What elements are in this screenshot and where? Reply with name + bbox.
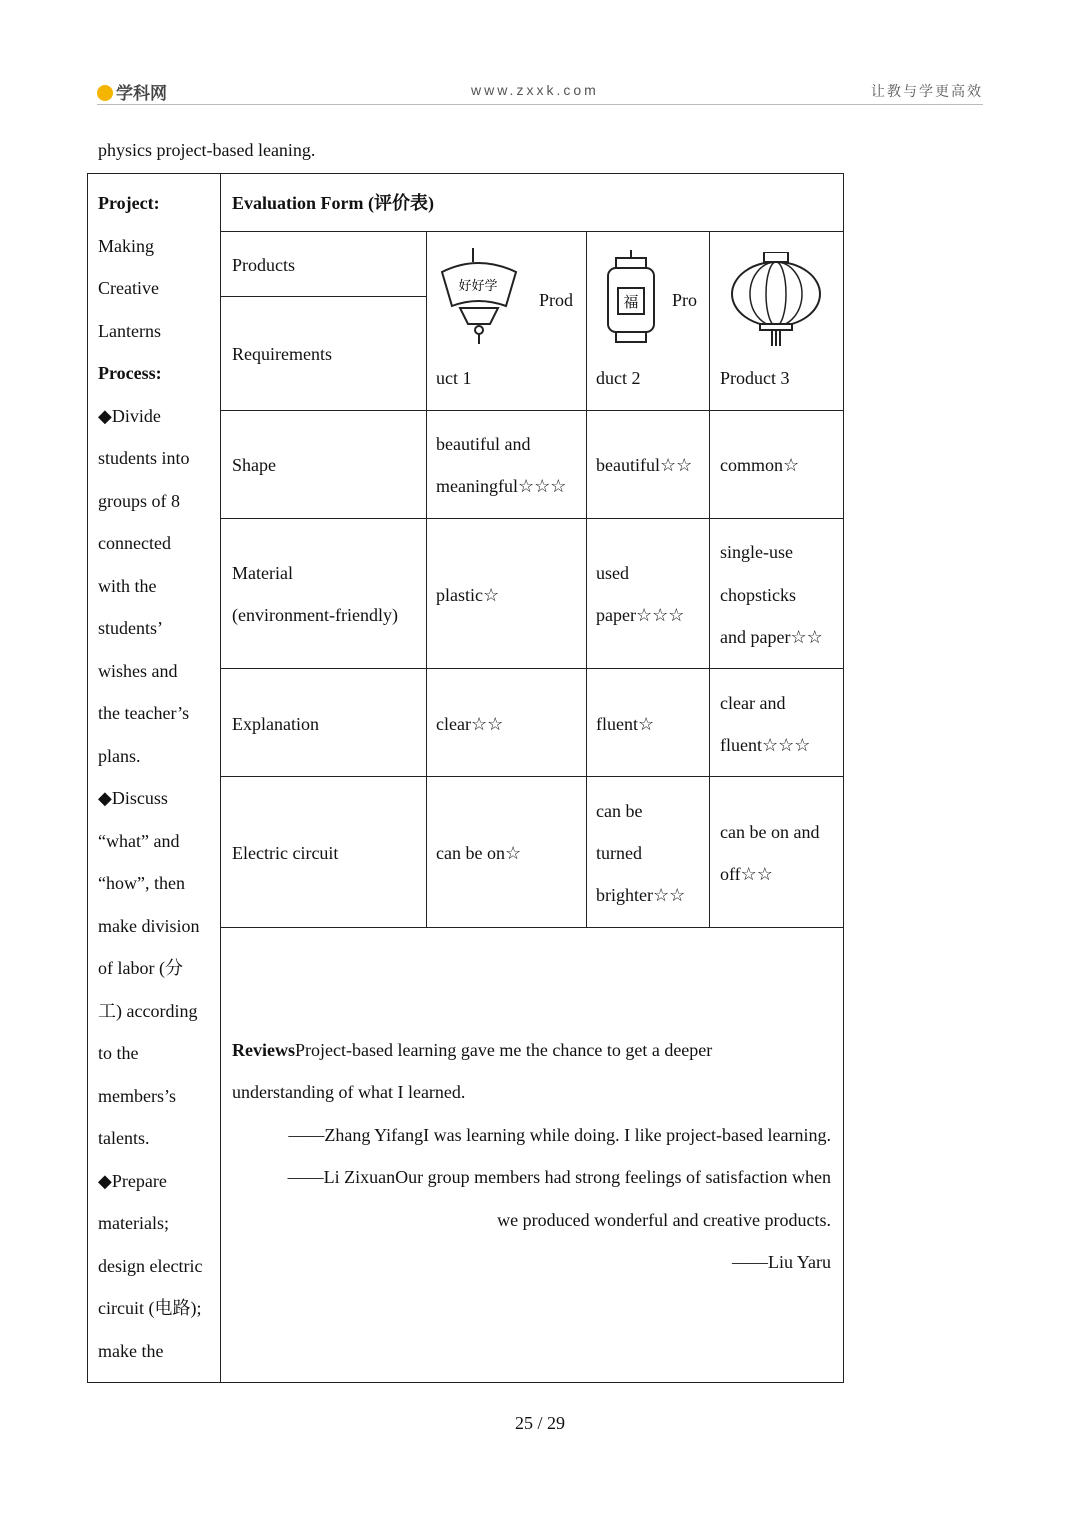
lantern-2-text: 福: [623, 293, 639, 311]
circuit-label: Electric circuit: [232, 843, 339, 863]
reviews-line-1: ReviewsProject-based learning gave me the chance to get a deeper: [232, 1040, 713, 1060]
page-number: 25 / 29: [514, 1413, 565, 1433]
page-header: [97, 78, 983, 105]
product-3-label: Product 3: [720, 368, 790, 388]
product-1-label-b: uct 1: [436, 368, 472, 388]
site-slogan: 让教与学更高效: [871, 84, 983, 100]
site-logo: 学科网: [97, 79, 167, 104]
material-label: Material: [232, 563, 293, 583]
explanation-label: Explanation: [232, 714, 319, 734]
product-2-label-a: Pro: [672, 290, 698, 310]
project-heading: Project:: [98, 193, 160, 213]
site-url: www.zxxk.com: [471, 82, 599, 98]
lantern-1-icon: [438, 248, 520, 344]
logo-icon: [97, 85, 113, 101]
lantern-2-icon: [604, 250, 658, 346]
shape-label: Shape: [232, 455, 276, 475]
reviews-line-5: we produced wonderful and creative products.: [497, 1210, 831, 1230]
reviews-heading: Reviews: [232, 1040, 295, 1060]
process-heading: Process:: [98, 363, 162, 383]
requirements-label: Requirements: [232, 344, 332, 364]
reviews-line-6: ——Liu Yaru: [731, 1252, 831, 1272]
reviews-line-4: ——Li ZixuanOur group members had strong feelings of satisfaction when: [287, 1167, 831, 1187]
intro-text: physics project-based leaning.: [98, 140, 316, 160]
reviews-line-3: ——Zhang YifangI was learning while doing. I like project-based learning.: [288, 1125, 831, 1145]
reviews-line-2: understanding of what I learned.: [232, 1082, 466, 1102]
lantern-1-text: 好好学: [458, 279, 498, 294]
evaluation-table: Project: Making Creative Lanterns Process: ◆Divide students into groups of 8 connected with the students’ wishes and the teacher’s plans. ◆Discuss “what” and “how”, then make division of labor (分 工) according to the members’s talents. ◆Prepare materials; design electric circuit (电路); make the Evaluation Form (评价表) Products Requirements 好好学 Prod uct 1 福 Pro duct 2 Product 3 Shape beautiful and meaningful☆☆☆ beautiful☆☆ common☆ Material (environment-friendly) plastic☆ used paper☆☆☆ single-use chopsticks and paper☆☆ Explanation clear☆☆ fluent☆ clear and fluent☆☆☆ Electric circuit can be on☆ can be turned brighter☆☆ can be on and off☆☆ ReviewsProject-based learning gave me the chance to get a deeper understanding of what I learned. ——Zhang YifangI was learning while doing. I like project-based learning. ——Li ZixuanOur group members had strong feelings of satisfaction when we produced wonderful and creative products. ——Liu Yaru: [87, 173, 844, 1383]
product-1-label-a: Prod: [539, 290, 574, 310]
products-label: Products: [232, 255, 295, 275]
lantern-3-icon: [730, 252, 822, 348]
process-column: Project: Making Creative Lanterns Process: ◆Divide students into groups of 8 connected with the students’ wishes and the teacher’s plans. ◆Discuss “what” and “how”, then make division of labor (分 工) according to the members’s talents. ◆Prepare materials; design electric circuit (电路); make the: [98, 182, 220, 1372]
product-2-label-b: duct 2: [596, 368, 641, 388]
form-title: Evaluation Form (评价表): [232, 193, 434, 213]
